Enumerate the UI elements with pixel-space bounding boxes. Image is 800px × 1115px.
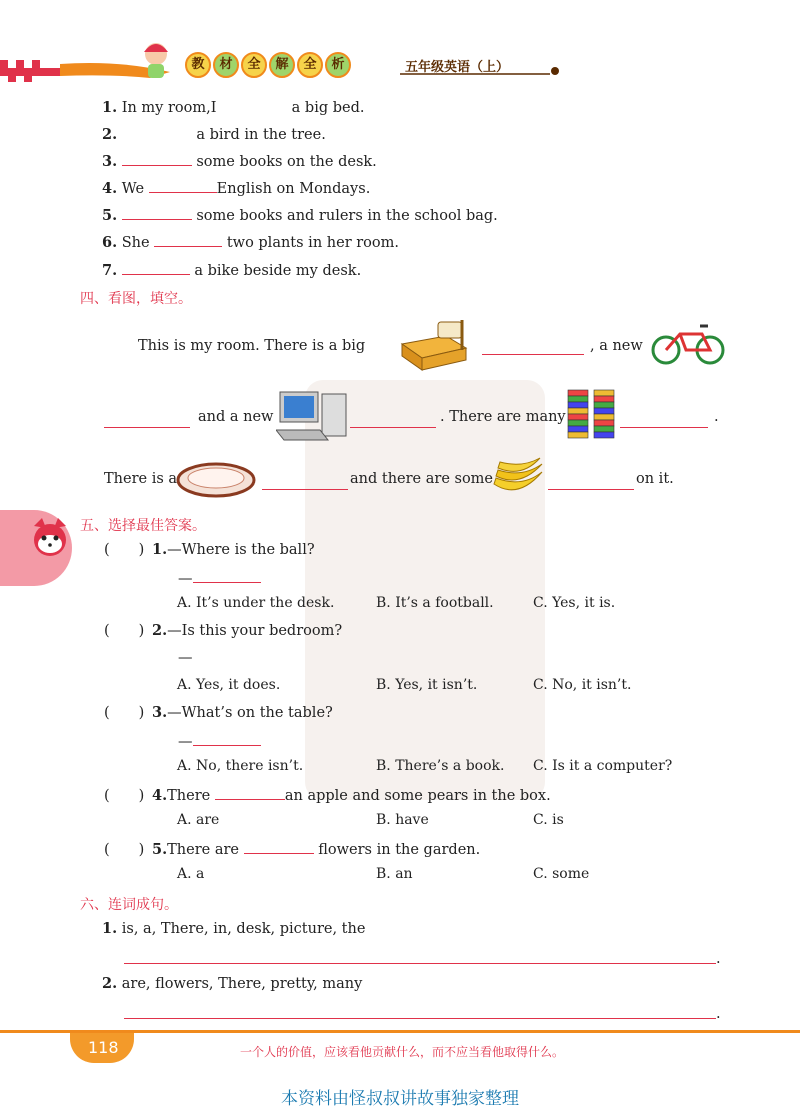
answer-dash: — (178, 571, 193, 587)
footer-credit: 本资料由怪叔叔讲故事独家整理 (281, 1089, 519, 1109)
picture-sentence-3c: on it. (636, 471, 674, 487)
picture-sentence-3b: and there are some (350, 471, 494, 487)
option-b[interactable]: B. Yes, it isn’t. (376, 677, 478, 693)
item-pre: In my room,I (121, 100, 217, 116)
header-title-char: 教 (185, 52, 211, 78)
option-c[interactable]: C. Yes, it is. (533, 595, 616, 611)
answer-blank[interactable] (193, 731, 261, 746)
question-row (104, 622, 342, 640)
question-number: 4. (152, 787, 168, 804)
page-number: 118 (88, 1038, 119, 1057)
item-post: a big bed. (291, 100, 365, 116)
picture-sentence-3a: There is a (104, 471, 178, 487)
section-heading: 四、看图，填空。 (80, 291, 192, 307)
option-c[interactable]: C. No, it isn’t. (533, 677, 632, 693)
end-mark: . (716, 951, 721, 967)
answer-blank[interactable] (221, 97, 287, 112)
question-row (104, 541, 315, 559)
answer-paren[interactable]: ( ) (104, 542, 145, 558)
section-heading: 六、连词成句。 (80, 897, 178, 913)
item-number: 2. (102, 126, 118, 143)
answer-paren[interactable]: ( ) (104, 788, 145, 804)
answer-blank[interactable] (104, 413, 190, 428)
item-pre: We (121, 181, 145, 197)
answer-blank[interactable] (244, 839, 314, 854)
part3-item (102, 205, 498, 225)
mascot-face-icon (30, 518, 70, 562)
answer-blank[interactable] (149, 178, 217, 193)
answer-blank[interactable] (122, 260, 190, 275)
option-a[interactable]: A. are (177, 812, 220, 828)
reorder-item (102, 920, 365, 938)
question-number: 5. (152, 841, 168, 858)
item-post: some books on the desk. (196, 154, 377, 170)
picture-sentence-1b: , a new (590, 338, 643, 354)
picture-sentence-2c: . (714, 409, 719, 425)
question-text: —Is this your bedroom? (167, 623, 343, 639)
header-title (185, 52, 353, 78)
option-b[interactable]: B. There’s a book. (376, 758, 505, 774)
question-row (104, 785, 551, 805)
part3-item (102, 97, 365, 117)
answer-blank[interactable] (620, 413, 708, 428)
part3-item (102, 178, 370, 198)
item-number: 7. (102, 262, 118, 279)
answer-line (178, 731, 261, 751)
picture-sentence-2b: . There are many (440, 409, 566, 425)
sentence-answer-line[interactable] (124, 1018, 716, 1019)
option-b[interactable]: B. It’s a football. (376, 595, 494, 611)
item-number: 1. (102, 920, 118, 937)
item-post: some books and rulers in the school bag. (196, 208, 498, 224)
question-text-pre: There (167, 788, 211, 804)
question-text-post: an apple and some pears in the box. (284, 788, 551, 804)
question-number: 3. (152, 704, 168, 721)
answer-paren[interactable]: ( ) (104, 705, 145, 721)
item-post: English on Mondays. (216, 181, 371, 197)
answer-blank[interactable] (548, 475, 634, 490)
question-text-post: flowers in the garden. (318, 842, 481, 858)
header-title-char: 解 (269, 52, 295, 78)
item-number: 6. (102, 234, 118, 251)
answer-blank[interactable] (482, 340, 584, 355)
part3-item (102, 260, 361, 280)
computer-icon (276, 388, 350, 446)
question-row (104, 839, 480, 859)
header-title-char: 材 (213, 52, 239, 78)
question-text: —What’s on the table? (167, 705, 333, 721)
header-decoration (0, 38, 800, 88)
reorder-item (102, 975, 362, 993)
word-list: are, flowers, There, pretty, many (121, 976, 363, 992)
option-a[interactable]: A. Yes, it does. (177, 677, 281, 693)
bicycle-icon (650, 320, 726, 370)
option-a[interactable]: A. No, there isn’t. (177, 758, 304, 774)
header-title-char: 析 (325, 52, 351, 78)
option-c[interactable]: C. Is it a computer? (533, 758, 673, 774)
answer-blank[interactable] (122, 124, 192, 139)
option-b[interactable]: B. have (376, 812, 429, 828)
plate-icon (176, 460, 256, 504)
header-bar (0, 38, 800, 88)
item-number: 4. (102, 180, 118, 197)
answer-dash: — (178, 734, 193, 750)
question-number: 1. (152, 541, 168, 558)
item-pre: She (121, 235, 150, 251)
section-heading: 五、选择最佳答案。 (80, 518, 206, 534)
header-subtitle: 五年级英语（上） (405, 60, 510, 75)
item-post: a bike beside my desk. (194, 263, 362, 279)
header-title-char: 全 (241, 52, 267, 78)
picture-sentence-1a: This is my room. There is a big (138, 338, 366, 354)
option-b[interactable]: B. an (376, 866, 413, 882)
sentence-answer-line[interactable] (124, 963, 716, 964)
item-post: two plants in her room. (226, 235, 399, 251)
question-text: —Where is the ball? (167, 542, 315, 558)
question-row (104, 704, 333, 722)
answer-blank[interactable] (262, 475, 348, 490)
item-number: 1. (102, 99, 118, 116)
answer-line (178, 649, 193, 667)
footer-quote: 一个人的价值，应该看他贡献什么，而不应当看他取得什么。 (240, 1045, 565, 1059)
answer-paren[interactable]: ( ) (104, 842, 145, 858)
item-post: a bird in the tree. (196, 127, 326, 143)
answer-dash: — (178, 650, 193, 666)
option-c[interactable]: C. some (533, 866, 590, 882)
item-number: 5. (102, 207, 118, 224)
answer-paren[interactable]: ( ) (104, 623, 145, 639)
answer-blank[interactable] (350, 413, 436, 428)
header-title-char: 全 (297, 52, 323, 78)
answer-blank[interactable] (193, 568, 261, 583)
end-mark: . (716, 1006, 721, 1022)
option-a[interactable]: A. a (177, 866, 205, 882)
picture-sentence-2a: and a new (198, 409, 274, 425)
answer-blank[interactable] (215, 785, 285, 800)
answer-line (178, 568, 261, 588)
answer-blank[interactable] (122, 151, 192, 166)
part3-item (102, 151, 377, 171)
question-number: 2. (152, 622, 168, 639)
books-icon (566, 386, 618, 448)
part3-item (102, 124, 326, 144)
answer-blank[interactable] (154, 232, 222, 247)
answer-blank[interactable] (122, 205, 192, 220)
bed-icon (396, 316, 470, 378)
part3-item (102, 232, 399, 252)
bananas-icon (488, 454, 548, 506)
option-c[interactable]: C. is (533, 812, 564, 828)
option-a[interactable]: A. It’s under the desk. (177, 595, 335, 611)
item-number: 3. (102, 153, 118, 170)
mascot-icon (138, 40, 174, 80)
item-number: 2. (102, 975, 118, 992)
word-list: is, a, There, in, desk, picture, the (121, 921, 366, 937)
question-text-pre: There are (167, 842, 240, 858)
